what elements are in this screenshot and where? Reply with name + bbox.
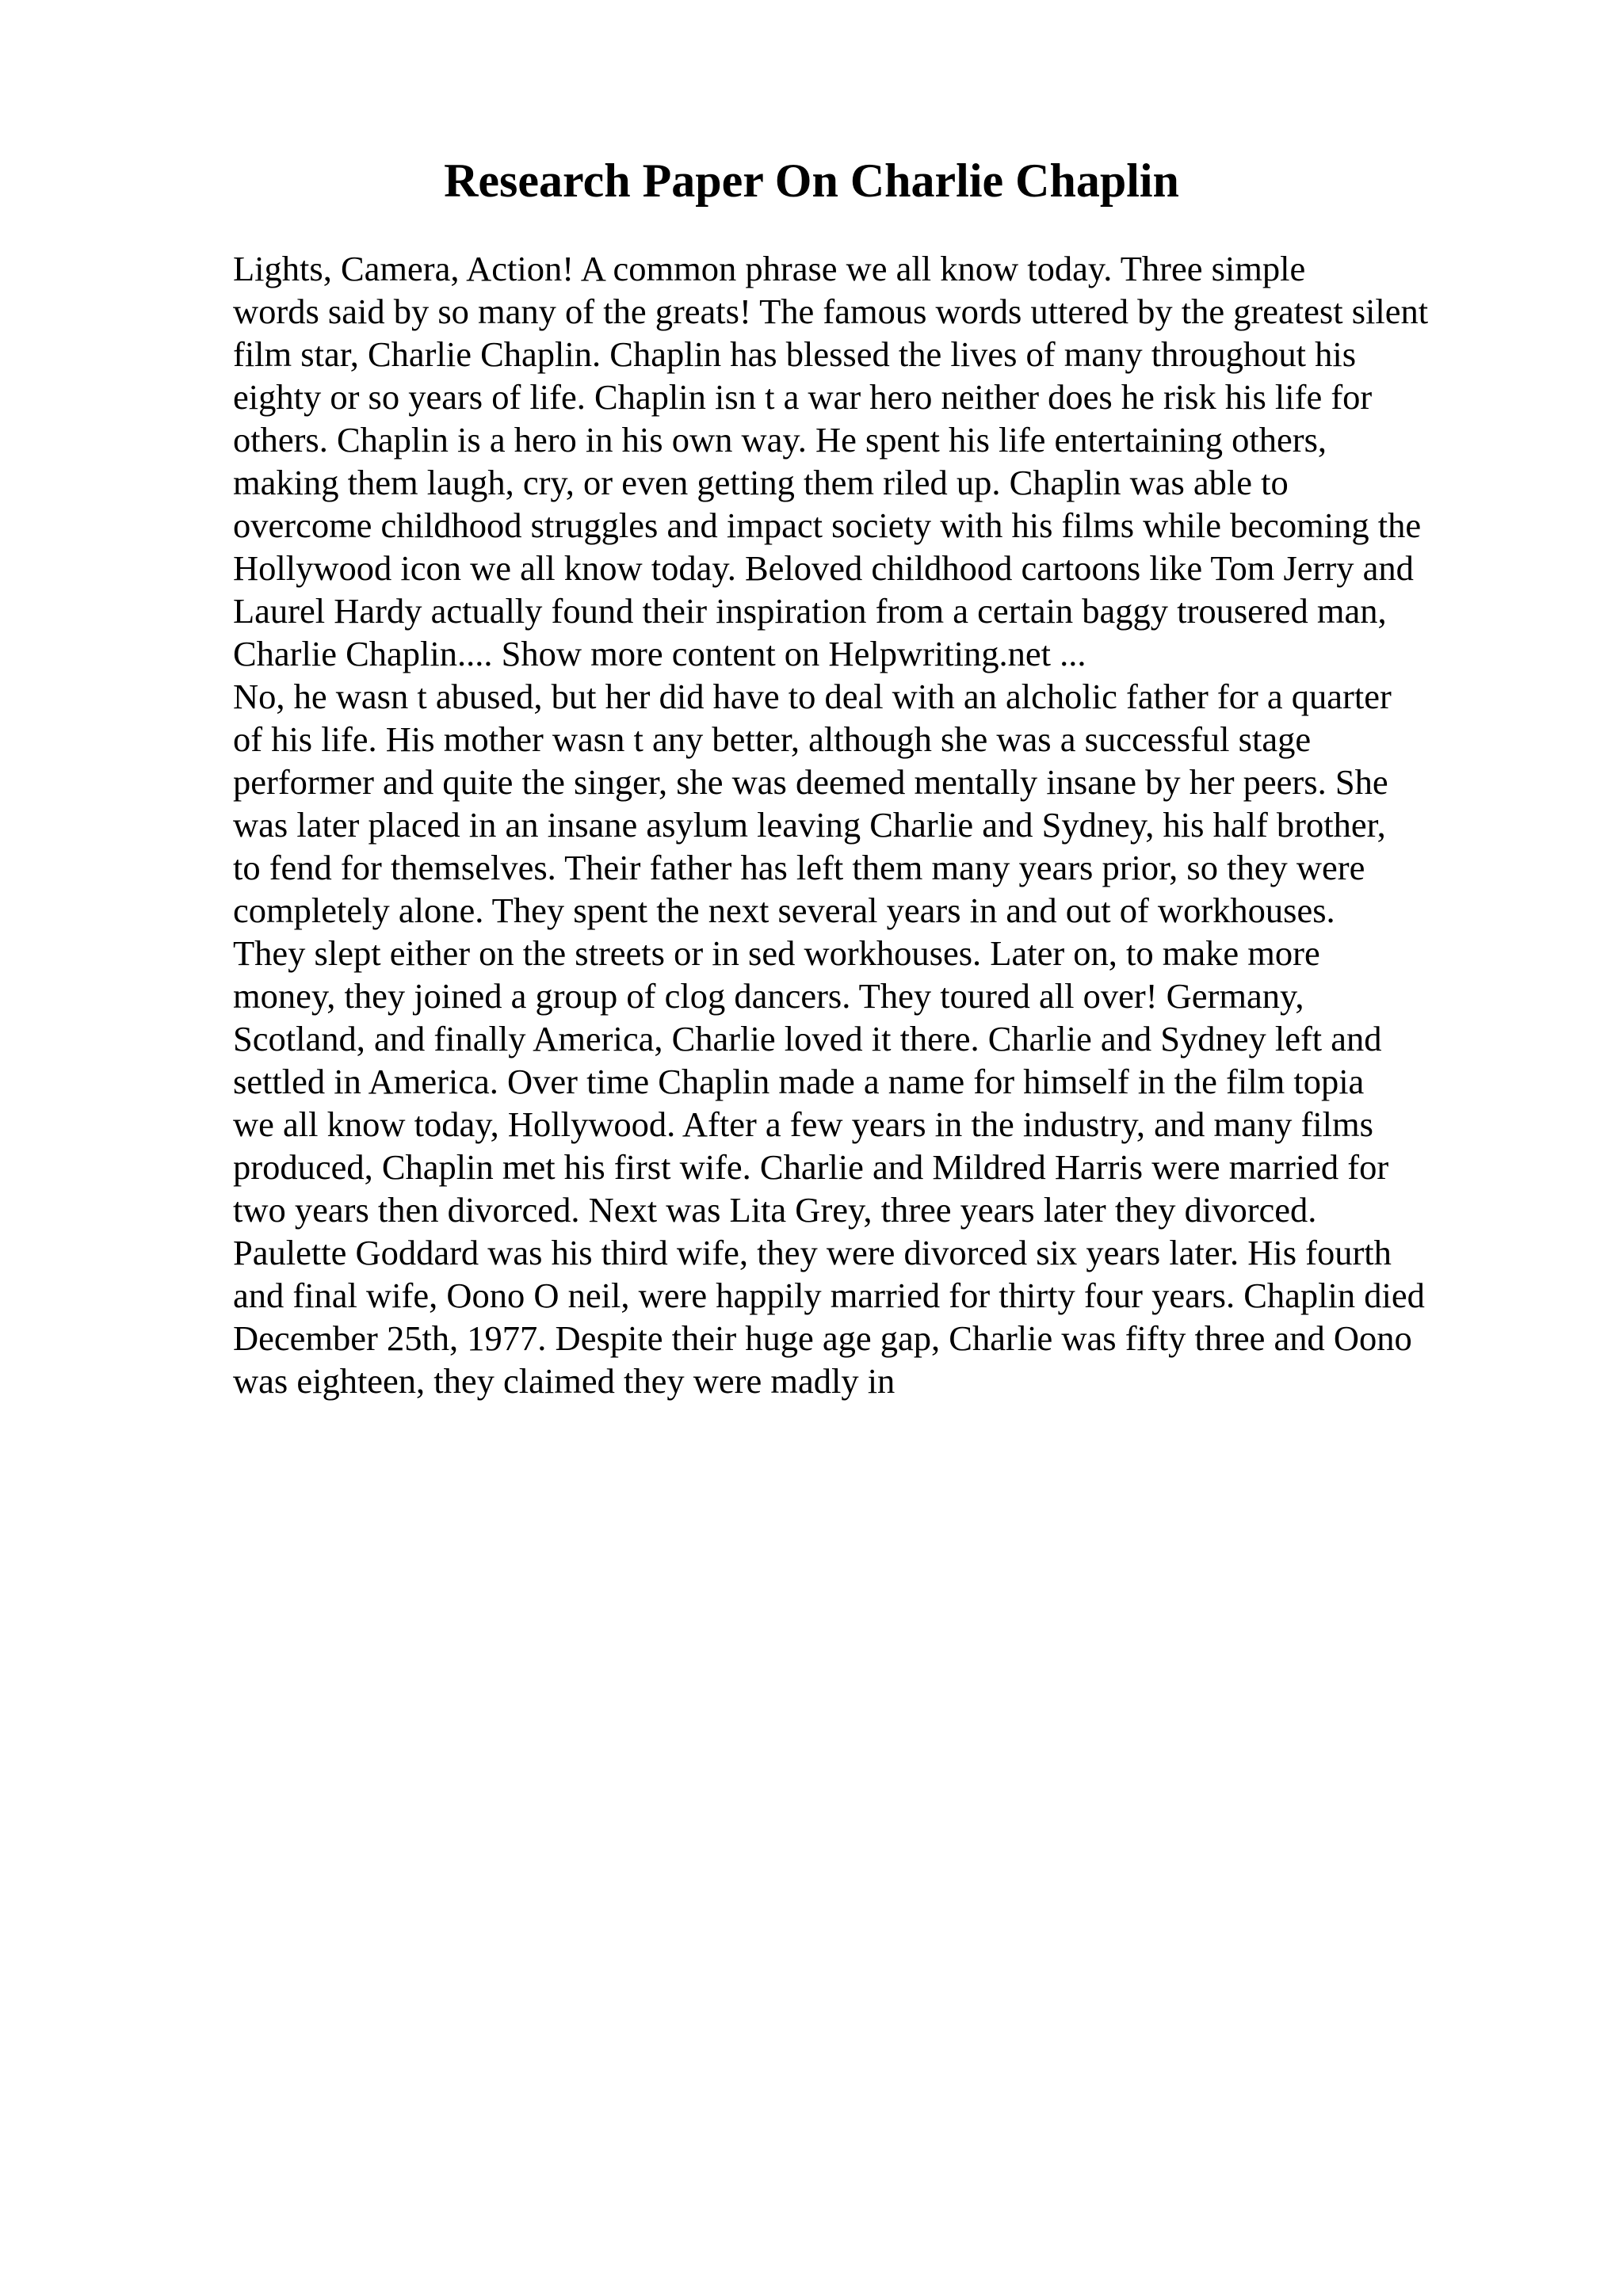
text-line: to fend for themselves. Their father has left them many years prior, so they were (233, 848, 1365, 887)
text-line: No, he wasn t abused, but her did have to deal with an alcholic father for a quarter (233, 677, 1392, 716)
text-line: Laurel Hardy actually found their inspiration from a certain baggy trousered man, (233, 591, 1387, 631)
text-line: settled in America. Over time Chaplin made a name for himself in the film topia (233, 1062, 1365, 1101)
text-line: December 25th, 1977. Despite their huge age gap, Charlie was fifty three and Oono (233, 1318, 1412, 1358)
text-line: film star, Charlie Chaplin. Chaplin has blessed the lives of many throughout his (233, 334, 1357, 374)
text-line: Scotland, and finally America, Charlie loved it there. Charlie and Sydney left and (233, 1019, 1382, 1058)
text-line: performer and quite the singer, she was deemed mentally insane by her peers. She (233, 762, 1388, 802)
page-title: Research Paper On Charlie Chaplin (444, 154, 1179, 207)
text-line: was eighteen, they claimed they were madly in (233, 1361, 896, 1401)
body-text (233, 247, 1517, 1402)
text-line: money, they joined a group of clog dancers. They toured all over! Germany, (233, 976, 1304, 1016)
text-line: eighty or so years of life. Chaplin isn t a war hero neither does he risk his life for (233, 377, 1373, 417)
text-line: produced, Chaplin met his first wife. Charlie and Mildred Harris were married for (233, 1147, 1389, 1187)
text-line: Charlie Chaplin.... Show more content on Helpwriting.net ... (233, 634, 1086, 673)
text-line: completely alone. They spent the next several years in and out of workhouses. (233, 891, 1335, 930)
text-line: overcome childhood struggles and impact society with his films while becoming the (233, 505, 1422, 545)
text-line: of his life. His mother wasn t any better, although she was a successful stage (233, 719, 1312, 759)
text-line: and final wife, Oono O neil, were happily married for thirty four years. Chaplin died (233, 1276, 1425, 1315)
text-line: making them laugh, cry, or even getting them riled up. Chaplin was able to (233, 463, 1289, 502)
text-line: words said by so many of the greats! The famous words uttered by the greatest silent (233, 292, 1429, 331)
text-line: Lights, Camera, Action! A common phrase we all know today. Three simple (233, 249, 1306, 288)
text-line: others. Chaplin is a hero in his own way. He spent his life entertaining others, (233, 420, 1327, 460)
text-line: They slept either on the streets or in sed workhouses. Later on, to make more (233, 933, 1320, 973)
text-line: Paulette Goddard was his third wife, they were divorced six years later. His fourth (233, 1233, 1392, 1272)
text-line: two years then divorced. Next was Lita Grey, three years later they divorced. (233, 1190, 1317, 1230)
text-line: Hollywood icon we all know today. Beloved childhood cartoons like Tom Jerry and (233, 548, 1414, 588)
text-line: we all know today, Hollywood. After a few years in the industry, and many films (233, 1104, 1373, 1144)
text-line: was later placed in an insane asylum leaving Charlie and Sydney, his half brother, (233, 805, 1386, 845)
